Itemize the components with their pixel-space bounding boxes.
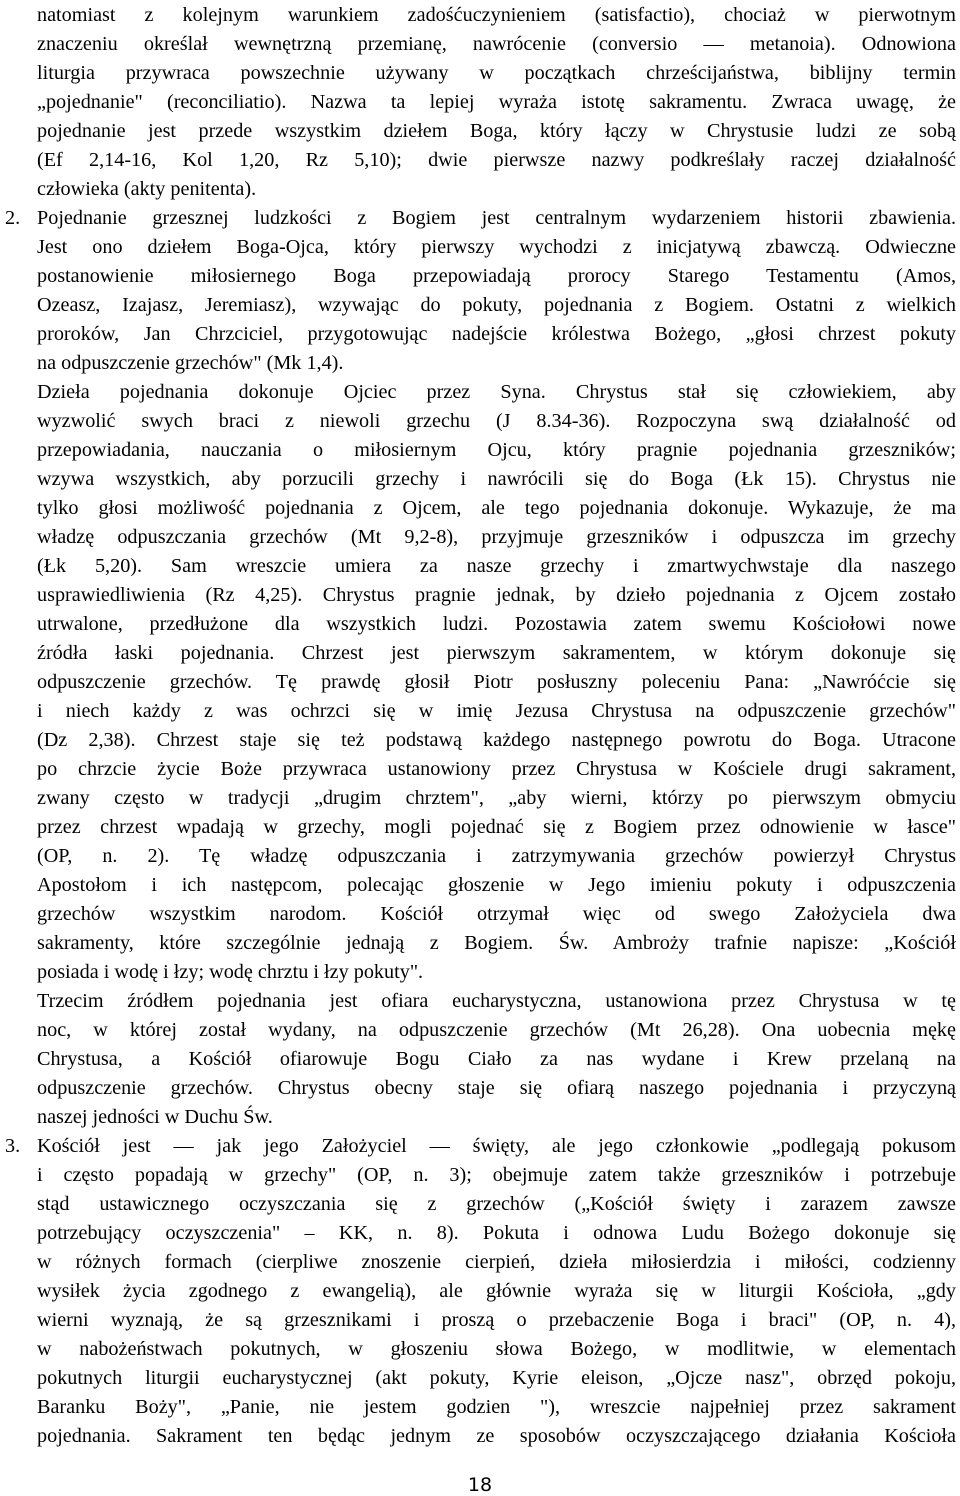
text-line: usprawiedliwienia (Rz 4,25). Chrystus pragnie jednak, by dzieło pojednania z Ojcem zostało — [37, 584, 956, 606]
text-line: tylko głosi możliwość pojednania z Ojcem, ale tego pojednania dokonuje. Wykazuje, że ma — [37, 497, 956, 519]
text-line: noc, w której został wydany, na odpuszczenie grzechów (Mt 26,28). Ona uobecnia mękę — [37, 1019, 956, 1041]
text-line: w różnych formach (cierpliwe znoszenie cierpień, dzieła miłosierdzia i miłości, codzienny — [37, 1251, 956, 1273]
text-line: wysiłek życia zgodnego z ewangelią), ale głównie wyraża się w liturgii Kościoła, „gdy — [37, 1280, 956, 1302]
text-line: znaczeniu określał wewnętrzną przemianę, nawrócenie (conversio — metanoia). Odnowiona — [37, 33, 956, 55]
text-line: stąd ustawicznego oczyszczania się z grzechów („Kościół święty i zarazem zawsze — [37, 1193, 956, 1215]
text-line: zwany często w tradycji „drugim chrztem", „aby wierni, którzy po pierwszym obmyciu — [37, 787, 956, 809]
text-line: (Ef 2,14-16, Kol 1,20, Rz 5,10); dwie pierwsze nazwy podkreślały raczej działalność — [37, 149, 956, 171]
text-line: naszej jedności w Duchu Św. — [37, 1106, 273, 1128]
text-line: grzechów wszystkim narodom. Kościół otrzymał więc od swego Założyciela dwa — [37, 903, 956, 925]
text-line: pojednania. Sakrament ten będąc jednym ze sposobów oczyszczającego działania Kościoła — [37, 1425, 956, 1447]
text-line: przez chrzest wpadają w grzechy, mogli pojednać się z Bogiem przez odnowienie w łasce" — [37, 816, 956, 838]
text-line: Baranku Boży", „Panie, nie jestem godzien "), wreszcie najpełniej przez sakrament — [37, 1396, 956, 1418]
text-line: Dzieła pojednania dokonuje Ojciec przez Syna. Chrystus stał się człowiekiem, aby — [37, 381, 956, 403]
text-line: „pojednanie" (reconciliatio). Nazwa ta lepiej wyraża istotę sakramentu. Zwraca uwagę, że — [37, 91, 956, 113]
text-line: posiada i wodę i łzy; wodę chrztu i łzy pokuty". — [37, 961, 424, 983]
text-line: w nabożeństwach pokutnych, w głoszeniu słowa Bożego, w modlitwie, w elementach — [37, 1338, 956, 1360]
text-line: i niech każdy z was ochrzci się w imię Jezusa Chrystusa na odpuszczenie grzechów" — [37, 700, 956, 722]
text-line: przepowiadania, nauczania o miłosiernym Ojcu, który pragnie pojednania grzeszników; — [37, 439, 956, 461]
text-line: Chrystusa, a Kościół ofiarowuje Bogu Ciało za nas wydane i Krew przelaną na — [37, 1048, 956, 1070]
text-line: Pojednanie grzesznej ludzkości z Bogiem jest centralnym wydarzeniem historii zbawienia. — [37, 207, 956, 229]
text-line: (Łk 5,20). Sam wreszcie umiera za nasze grzechy i zmartwychwstaje dla naszego — [37, 555, 956, 577]
text-line: Jest ono dziełem Boga-Ojca, który pierwszy wychodzi z inicjatywą zbawczą. Odwieczne — [37, 236, 956, 258]
text-line: pojednanie jest przede wszystkim dziełem Boga, który łączy w Chrystusie ludzi ze sobą — [37, 120, 956, 142]
text-line: władzę odpuszczania grzechów (Mt 9,2-8), przyjmuje grzeszników i odpuszcza im grzechy — [37, 526, 956, 548]
text-line: i często popadają w grzechy" (OP, n. 3); obejmuje zatem także grzeszników i potrzebuje — [37, 1164, 956, 1186]
text-line: wierni wyznają, że są grzesznikami i proszą o przebaczenie Boga i braci" (OP, n. 4), — [37, 1309, 956, 1331]
text-line: postanowienie miłosiernego Boga przepowiadają prorocy Starego Testamentu (Amos, — [37, 265, 956, 287]
text-line: Ozeasz, Izajasz, Jeremiasz), wzywając do pokuty, pojednania z Bogiem. Ostatni z wielkich — [37, 294, 956, 316]
text-line: utrwalone, przedłużone dla wszystkich ludzi. Pozostawia zatem swemu Kościołowi nowe — [37, 613, 956, 635]
list-number: 2. — [5, 207, 21, 229]
text-line: (Dz 2,38). Chrzest staje się też podstawą każdego następnego powrotu do Boga. Utracone — [37, 729, 956, 751]
text-line: na odpuszczenie grzechów" (Mk 1,4). — [37, 352, 344, 374]
list-number: 3. — [5, 1135, 21, 1157]
page-number: 18 — [467, 1474, 493, 1496]
text-line: pokutnych liturgii eucharystycznej (akt pokuty, Kyrie eleison, „Ojcze nasz", obrzęd pokoju, — [37, 1367, 956, 1389]
text-line: Kościół jest — jak jego Założyciel — święty, ale jego członkowie „podlegają pokusom — [37, 1135, 956, 1157]
text-line: proroków, Jan Chrzciciel, przygotowując nadejście królestwa Bożego, „głosi chrzest pokuty — [37, 323, 956, 345]
text-line: wzywa wszystkich, aby porzucili grzechy i nawrócili się do Boga (Łk 15). Chrystus nie — [37, 468, 956, 490]
text-line: sakramenty, które szczególnie jednają z Bogiem. Św. Ambroży trafnie napisze: „Kościół — [37, 932, 956, 954]
text-line: Trzecim źródłem pojednania jest ofiara eucharystyczna, ustanowiona przez Chrystusa w tę — [37, 990, 956, 1012]
text-line: odpuszczenie grzechów. Chrystus obecny staje się ofiarą naszego pojednania i przyczyną — [37, 1077, 956, 1099]
text-line: źródła łaski pojednania. Chrzest jest pierwszym sakramentem, w którym dokonuje się — [37, 642, 956, 664]
text-line: po chrzcie życie Boże przywraca ustanowiony przez Chrystusa w Kościele drugi sakrament, — [37, 758, 956, 780]
text-line: natomiast z kolejnym warunkiem zadośćuczynieniem (satisfactio), chociaż w pierwotnym — [37, 4, 956, 26]
text-line: odpuszczenie grzechów. Tę prawdę głosił Piotr posłuszny poleceniu Pana: „Nawróćcie się — [37, 671, 956, 693]
text-line: (OP, n. 2). Tę władzę odpuszczania i zatrzymywania grzechów powierzył Chrystus — [37, 845, 956, 867]
text-line: człowieka (akty penitenta). — [37, 178, 257, 200]
text-line: potrzebujący oczyszczenia" – KK, n. 8). Pokuta i odnowa Ludu Bożego dokonuje się — [37, 1222, 956, 1244]
text-line: wyzwolić swych braci z niewoli grzechu (J 8.34-36). Rozpoczyna swą działalność od — [37, 410, 956, 432]
text-line: Apostołom i ich następcom, polecając głoszenie w Jego imieniu pokuty i odpuszczenia — [37, 874, 956, 896]
text-line: liturgia przywraca powszechnie używany w początkach chrześcijaństwa, biblijny termin — [37, 62, 956, 84]
